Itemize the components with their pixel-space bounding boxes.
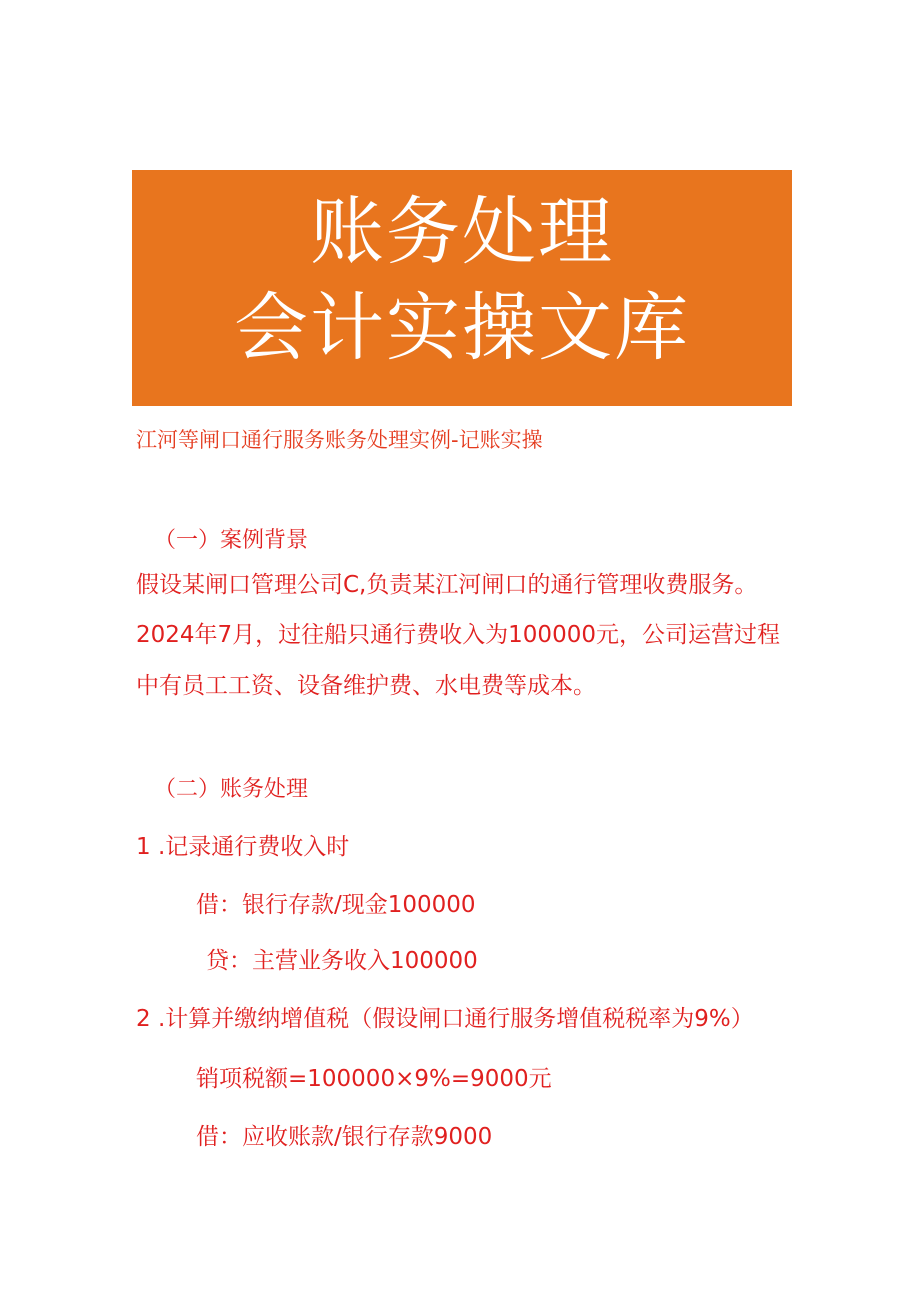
- item2-debit-entry: 借：应收账款/银行存款9000: [196, 1124, 493, 1150]
- background-paragraph-line3: 中有员工工资、设备维护费、水电费等成本。: [136, 673, 596, 699]
- item1-title: 1 .记录通行费收入时: [136, 834, 350, 860]
- section-heading-accounting: （二）账务处理: [154, 777, 309, 802]
- banner-title-line2: 会计实操文库: [234, 285, 690, 371]
- item1-debit-entry: 借：银行存款/现金100000: [196, 892, 476, 918]
- banner-title-line1: 账务处理: [310, 189, 614, 275]
- title-banner: [132, 170, 792, 406]
- background-paragraph-line1: 假设某闸口管理公司C,负责某江河闸口的通行管理收费服务。: [136, 572, 758, 598]
- item2-title: 2 .计算并缴纳增值税（假设闸口通行服务增值税税率为9%）: [136, 1006, 754, 1032]
- section-heading-background: （一）案例背景: [154, 528, 309, 553]
- item1-credit-entry: 贷：主营业务收入100000: [206, 948, 478, 974]
- document-subtitle: 江河等闸口通行服务账务处理实例-记账实操: [136, 428, 543, 452]
- background-paragraph-line2: 2024年7月，过往船只通行费收入为100000元，公司运营过程: [136, 622, 780, 648]
- item2-tax-calculation: 销项税额=100000×9%=9000元: [196, 1066, 552, 1092]
